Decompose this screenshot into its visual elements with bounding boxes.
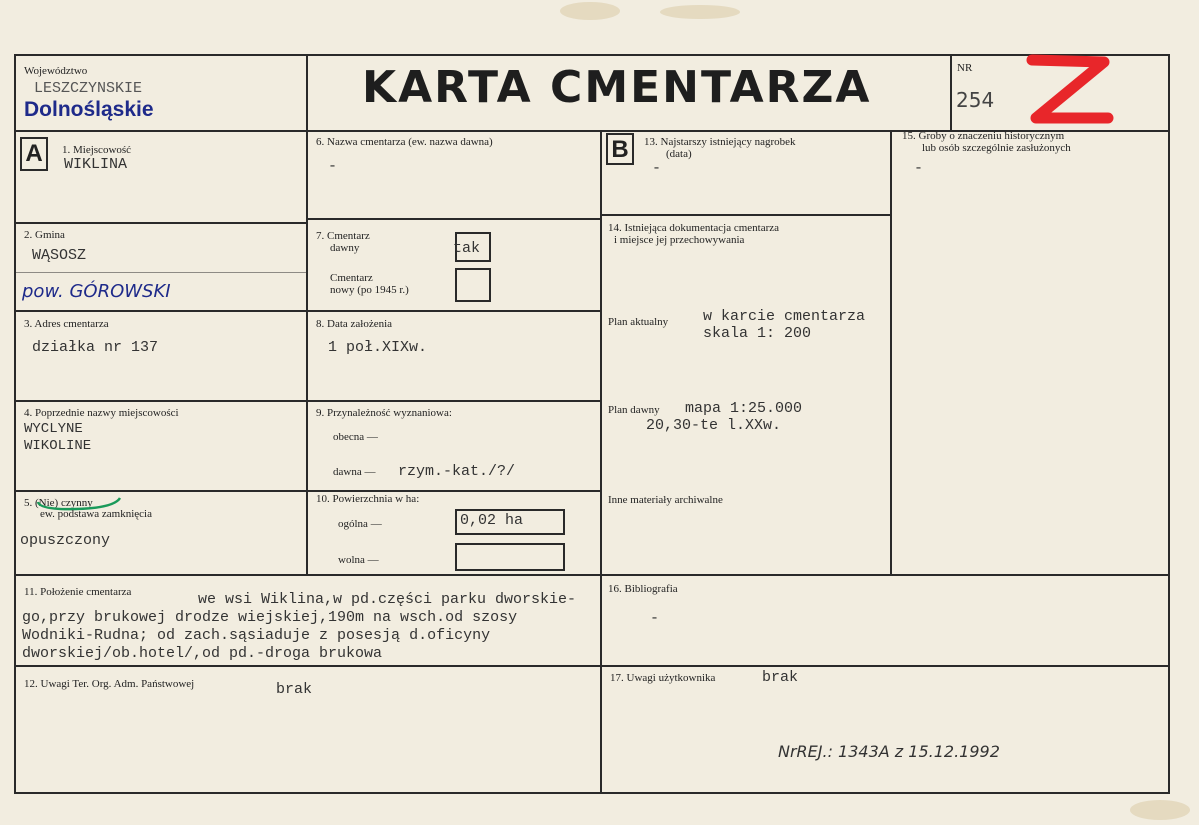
f11-label: 11. Położenie cmentarza bbox=[24, 586, 132, 598]
paper-stain bbox=[1130, 800, 1190, 820]
f7-label-nowy2: nowy (po 1945 r.) bbox=[330, 284, 409, 296]
f3-label: 3. Adres cmentarza bbox=[24, 318, 109, 330]
divider bbox=[306, 218, 602, 220]
divider bbox=[600, 130, 602, 794]
wojewodztwo-label: Województwo bbox=[24, 65, 88, 77]
paper-stain bbox=[560, 2, 620, 20]
f15-value: - bbox=[914, 160, 924, 177]
section-a-letter: A bbox=[20, 137, 48, 171]
f8-value: 1 poł.XIXw. bbox=[328, 339, 428, 356]
f11-line1: we wsi Wiklina,w pd.części parku dworskie- bbox=[198, 591, 577, 608]
f8-label: 8. Data założenia bbox=[316, 318, 393, 330]
section-b-letter: B bbox=[606, 133, 634, 165]
wojewodztwo-typed: LESZCZYNSKIE bbox=[34, 80, 143, 97]
registry-note: NrREJ.: 1343A z 15.12.1992 bbox=[778, 742, 1000, 761]
f10-ogolna-value: 0,02 ha bbox=[460, 512, 524, 529]
f7-dawny-value: tak bbox=[453, 240, 481, 257]
f4-value2: WIKOLINE bbox=[24, 438, 92, 454]
f5-value: opuszczony bbox=[20, 532, 111, 549]
f5-label2: ew. podstawa zamknięcia bbox=[40, 508, 152, 520]
f14-plan-dawny-v2: 20,30-te l.XXw. bbox=[646, 417, 782, 434]
f13-label: 13. Najstarszy istniejący nagrobek bbox=[644, 136, 796, 148]
f14-plan-aktualny-v1: w karcie cmentarza bbox=[703, 308, 866, 325]
divider bbox=[14, 490, 602, 492]
divider bbox=[14, 665, 1170, 667]
f9-obecna: obecna — bbox=[333, 431, 378, 443]
f11-line3: Wodniki-Rudna; od zach.sąsiaduje z posesją d.oficyny bbox=[22, 627, 491, 644]
f15-label: 15. Groby o znaczeniu historycznym bbox=[902, 130, 1065, 142]
divider bbox=[306, 54, 308, 574]
f6-label: 6. Nazwa cmentarza (ew. nazwa dawna) bbox=[316, 136, 493, 148]
f11-line4: dworskiej/ob.hotel/,od pd.-droga brukowa bbox=[22, 645, 383, 662]
wojewodztwo-stamp: Dolnośląskie bbox=[24, 98, 154, 121]
nr-value: 254 bbox=[956, 88, 995, 112]
f14-label: 14. Istniejąca dokumentacja cmentarza bbox=[608, 222, 780, 234]
f16-value: - bbox=[650, 610, 660, 627]
divider bbox=[14, 272, 306, 273]
page-title: KARTA CMENTARZA bbox=[362, 62, 872, 113]
f10-label: 10. Powierzchnia w ha: bbox=[316, 493, 420, 505]
f4-label: 4. Poprzednie nazwy miejscowości bbox=[24, 407, 179, 419]
f7-label-nowy: Cmentarz bbox=[330, 272, 373, 284]
f14-plan-dawny-label: Plan dawny bbox=[608, 404, 660, 416]
f9-label: 9. Przynależność wyznaniowa: bbox=[316, 407, 452, 419]
f17-value: brak bbox=[762, 669, 799, 686]
f4-value1: WYCLYNE bbox=[24, 421, 83, 437]
divider bbox=[14, 310, 602, 312]
f3-value: działka nr 137 bbox=[32, 339, 159, 356]
f10-wolna: wolna — bbox=[338, 554, 379, 566]
f11-line2: go,przy brukowej drodze wiejskiej,190m na wsch.od szosy bbox=[22, 609, 518, 626]
red-z-mark bbox=[1024, 52, 1114, 130]
f7-nowy-box[interactable] bbox=[455, 268, 491, 302]
f14-plan-aktualny-label: Plan aktualny bbox=[608, 316, 669, 328]
f17-label: 17. Uwagi użytkownika bbox=[610, 672, 716, 684]
f16-label: 16. Bibliografia bbox=[608, 583, 678, 595]
divider bbox=[14, 574, 1170, 576]
f5-label: 5. (Nie) czynny bbox=[24, 497, 93, 509]
f12-label: 12. Uwagi Ter. Org. Adm. Państwowej bbox=[24, 678, 195, 690]
paper-stain bbox=[660, 5, 740, 19]
f6-value: - bbox=[328, 158, 338, 175]
divider bbox=[890, 130, 892, 574]
f1-value: WIKLINA bbox=[64, 156, 128, 173]
f9-dawna: dawna — bbox=[333, 466, 376, 478]
f10-wolna-box[interactable] bbox=[455, 543, 565, 571]
f1-label: 1. Miejscowość bbox=[62, 144, 132, 156]
nr-label: NR bbox=[957, 62, 973, 74]
f10-ogolna: ogólna — bbox=[338, 518, 382, 530]
f9-dawna-value: rzym.-kat./?/ bbox=[398, 463, 516, 480]
divider bbox=[600, 214, 892, 216]
f2-handwritten: pow. GÓROWSKI bbox=[22, 281, 171, 302]
f14-plan-aktualny-v2: skala 1: 200 bbox=[703, 325, 812, 342]
f13-label2: (data) bbox=[666, 148, 692, 160]
divider bbox=[14, 400, 602, 402]
f14-label2: i miejsce jej przechowywania bbox=[614, 234, 745, 246]
f2-label: 2. Gmina bbox=[24, 229, 65, 241]
f14-plan-dawny-v1: mapa 1:25.000 bbox=[685, 400, 803, 417]
f15-label2: lub osób szczególnie zasłużonych bbox=[922, 142, 1071, 154]
f2-value: WĄSOSZ bbox=[32, 247, 87, 264]
f7-label: 7. Cmentarz bbox=[316, 230, 370, 242]
f12-value: brak bbox=[276, 681, 313, 698]
divider bbox=[950, 54, 952, 130]
f13-value: - bbox=[652, 160, 662, 177]
f7-label-dawny: dawny bbox=[330, 242, 360, 254]
f14-inne-label: Inne materiały archiwalne bbox=[608, 494, 723, 506]
divider bbox=[14, 222, 308, 224]
